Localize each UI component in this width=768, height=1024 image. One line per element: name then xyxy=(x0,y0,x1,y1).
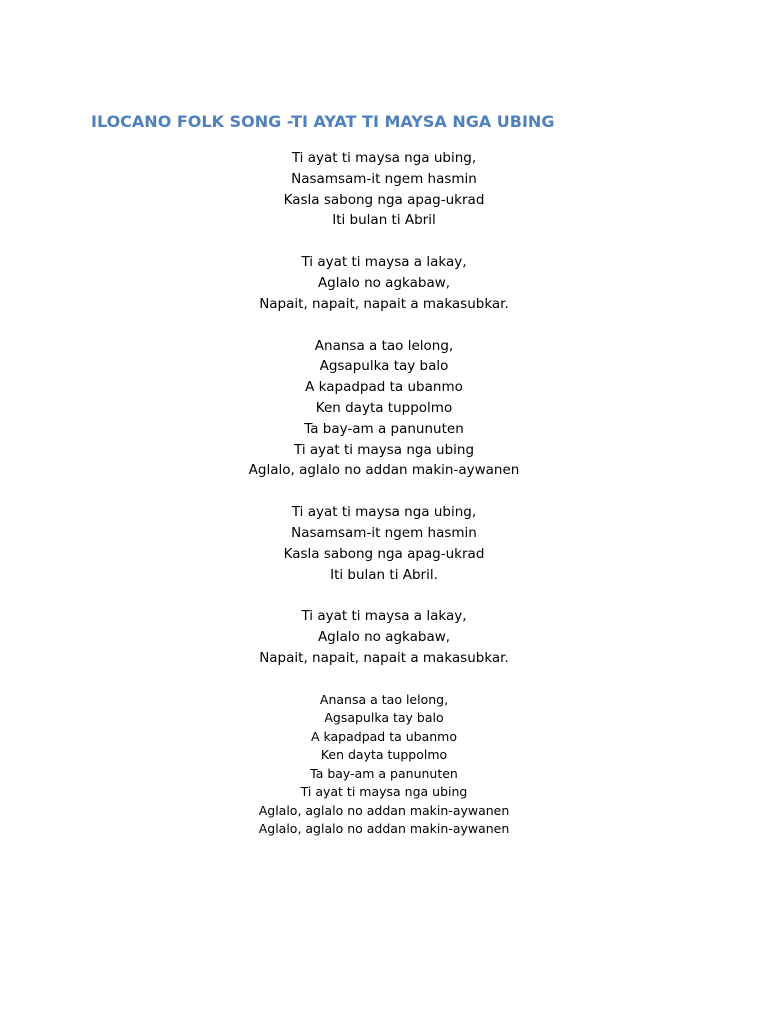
lyric-line: Ti ayat ti maysa nga ubing xyxy=(293,441,475,458)
lyrics-body xyxy=(0,148,768,839)
lyric-line: Iti bulan ti Abril xyxy=(332,212,436,229)
lyric-line: Napait, napait, napait a makasubkar. xyxy=(259,295,509,312)
lyric-line: Aglalo, aglalo no addan makin-aywanen xyxy=(258,802,510,818)
lyric-line: Ken dayta tuppolmo xyxy=(315,399,453,416)
stanza-5 xyxy=(0,606,768,668)
lyric-line: Ti ayat ti maysa a lakay, xyxy=(301,254,467,271)
lyric-line: Ti ayat ti maysa nga ubing, xyxy=(291,504,477,521)
lyric-line: Napait, napait, napait a makasubkar. xyxy=(259,649,509,666)
lyric-line: Kasla sabong nga apag-ukrad xyxy=(283,191,485,208)
lyric-line: Nasamsam-it ngem hasmin xyxy=(291,524,477,541)
lyric-line: A kapadpad ta ubanmo xyxy=(310,728,458,744)
lyric-line: Aglalo, aglalo no addan makin-aywanen xyxy=(248,462,520,479)
lyric-line: Ta bay-am a panunuten xyxy=(310,765,458,781)
song-title: ILOCANO FOLK SONG -TI AYAT TI MAYSA NGA UBING xyxy=(91,112,555,131)
stanza-4 xyxy=(0,502,768,585)
lyric-line: Iti bulan ti Abril. xyxy=(330,566,438,583)
lyric-line: Nasamsam-it ngem hasmin xyxy=(291,170,477,187)
lyric-line: Agsapulka tay balo xyxy=(324,710,444,726)
stanza-1 xyxy=(0,148,768,231)
lyric-line: Ti ayat ti maysa nga ubing xyxy=(300,784,468,800)
lyric-line: Anansa a tao lelong, xyxy=(314,337,454,354)
lyric-line: Anansa a tao lelong, xyxy=(319,691,449,707)
stanza-3 xyxy=(0,336,768,482)
lyric-line: Aglalo, aglalo no addan makin-aywanen xyxy=(258,821,510,837)
lyric-line: Aglalo no agkabaw, xyxy=(317,629,451,646)
lyric-line: Ken dayta tuppolmo xyxy=(320,747,448,763)
lyric-line: Aglalo no agkabaw, xyxy=(317,274,451,291)
lyric-line: Ti ayat ti maysa a lakay, xyxy=(301,608,467,625)
lyric-line: Agsapulka tay balo xyxy=(319,358,449,375)
stanza-6 xyxy=(0,691,768,839)
stanza-2 xyxy=(0,252,768,314)
lyric-line: A kapadpad ta ubanmo xyxy=(305,379,463,396)
lyric-line: Ta bay-am a panunuten xyxy=(304,420,464,437)
lyric-line: Kasla sabong nga apag-ukrad xyxy=(283,545,485,562)
lyric-line: Ti ayat ti maysa nga ubing, xyxy=(291,150,477,166)
